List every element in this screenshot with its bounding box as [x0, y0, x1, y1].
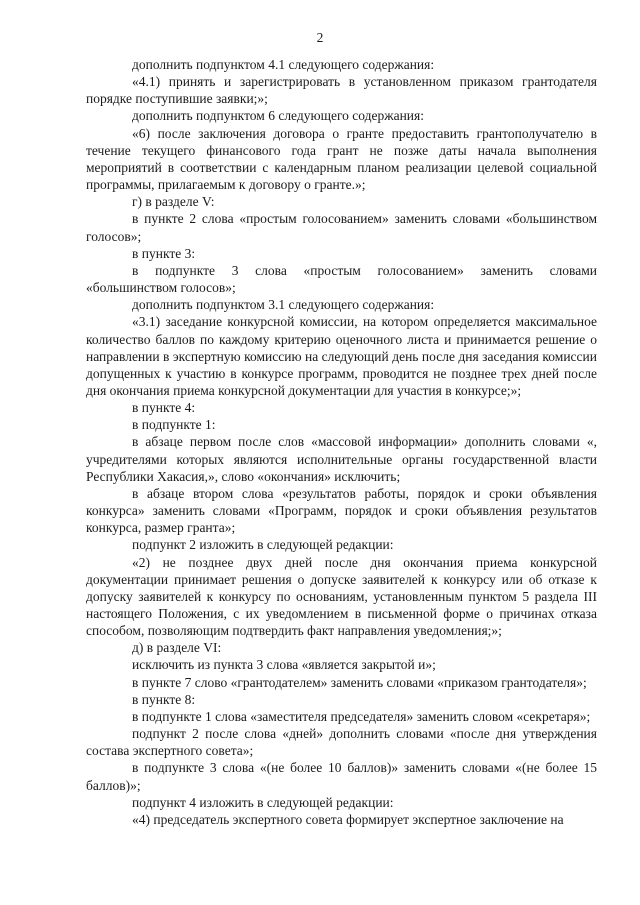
paragraph: «6) после заключения договора о гранте предоставить грантополучателю в течение текущего финансового года грант не позже даты начала выполнения мероприятий в соответствии с календарным планом реализации целевой социальной программы, прилагаемым к договору о гранте.»; — [86, 125, 597, 193]
paragraph: дополнить подпунктом 4.1 следующего содержания: — [132, 57, 435, 72]
paragraph: г) в разделе V: — [132, 194, 215, 210]
paragraph: подпункт 2 после слова «дней» дополнить словами «после дня утверждения состава экспертного совета»; — [86, 726, 597, 759]
paragraph: дополнить подпунктом 6 следующего содержания: — [132, 108, 424, 124]
paragraph: в пункте 7 слово «грантодателем» заменить словами «приказом грантодателя»; — [132, 674, 587, 690]
paragraph: подпункт 2 изложить в следующей редакции: — [132, 537, 394, 553]
page-number: 2 — [316, 30, 324, 45]
paragraph: дополнить подпунктом 3.1 следующего содержания: — [132, 297, 435, 313]
paragraph: в пункте 8: — [132, 691, 196, 707]
paragraph: «4.1) принять и зарегистрировать в установленном приказом грантодателя порядке поступившие заявки;»; — [86, 74, 597, 107]
paragraph: «4) председатель экспертного совета формирует экспертное заключение на — [132, 811, 564, 827]
paragraph: в пункте 3: — [132, 245, 196, 261]
paragraph: в пункте 4: — [132, 400, 196, 416]
paragraph: в подпункте 3 слова «простым голосованием» заменить словами «большинством голосов»; — [86, 262, 597, 296]
paragraph: д) в разделе VI: — [132, 640, 222, 656]
paragraph: «3.1) заседание конкурсной комиссии, на котором определяется максимальное количество баллов по каждому критерию оценочного листа и принимается решение о направлении в экспертную комиссию на следующий день после дня заседания комиссии допущенных к участию в конкурсе программ, проводится не позднее трех дней после дня окончания приема конкурсной документации для участия в конкурсе;»; — [86, 314, 597, 398]
paragraph: в пункте 2 слова «простым голосованием» заменить словами «большинством голосов»; — [86, 211, 597, 244]
document-body — [86, 56, 597, 828]
paragraph: в абзаце первом после слов «массовой информации» дополнить словами «, учредителями которых являются исполнительные органы государственной власти Республики Хакасия,», слово «окончания» исключить; — [86, 434, 597, 484]
paragraph: подпункт 4 изложить в следующей редакции: — [132, 794, 394, 810]
paragraph: «2) не позднее двух дней после дня окончания приема конкурсной документации принимает решения о допуске заявителей к конкурсу или об отказе к допуску заявителей к конкурсу по основаниям, установленным пунктом 5 раздела III настоящего Положения, с их уведомлением в письменной форме о причинах отказа способом, позволяющим подтвердить факт направления уведомления;»; — [86, 554, 597, 639]
paragraph: в абзаце втором слова «результатов работы, порядок и сроки объявления конкурса» заменить словами «Программ, порядок и сроки объявления результатов конкурса, размер гранта»; — [86, 485, 597, 536]
paragraph: в подпункте 1 слова «заместителя председателя» заменить словом «секретаря»; — [132, 708, 591, 724]
paragraph: в подпункте 3 слова «(не более 10 баллов)» заменить словами «(не более 15 баллов)»; — [86, 760, 597, 793]
paragraph: в подпункте 1: — [132, 417, 216, 433]
paragraph: исключить из пункта 3 слова «является закрытой и»; — [132, 657, 436, 673]
